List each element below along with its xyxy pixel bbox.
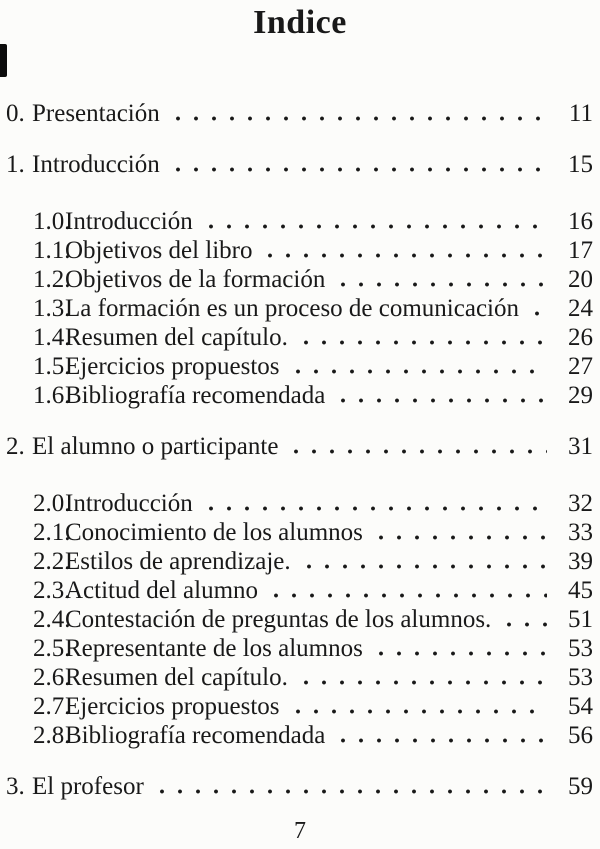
toc-subentry-number: 2.1. — [33, 519, 71, 546]
toc-subentry — [33, 692, 593, 721]
toc-subentry — [33, 236, 593, 265]
toc-subentry-page: 29 — [568, 382, 593, 409]
dot-leader — [297, 680, 547, 685]
toc-entry-title: Presentación — [32, 100, 160, 127]
dot-leader — [289, 369, 547, 374]
toc-subentry — [33, 721, 593, 750]
toc-subentry-page: 16 — [568, 208, 593, 235]
toc-subentry-page: 32 — [568, 490, 593, 517]
dot-leader — [300, 564, 547, 569]
toc-subentry-page: 27 — [568, 353, 593, 380]
toc-subentry-page: 20 — [568, 266, 593, 293]
toc-section — [6, 150, 593, 410]
toc-subentry-page: 45 — [568, 577, 593, 604]
dot-leader — [261, 253, 547, 258]
footer-page-number: 7 — [294, 818, 306, 844]
dot-leader — [372, 535, 547, 540]
toc-entry — [6, 99, 593, 128]
toc-subentry-page: 39 — [568, 548, 593, 575]
page-title: Indice — [253, 4, 347, 41]
toc-subentry-title: Contestación de preguntas de los alumnos. — [65, 606, 492, 633]
toc-subentry-number: 1.1. — [33, 237, 71, 264]
toc-subentry-title: Actitud del alumno — [65, 577, 259, 604]
toc-subentry-title: Objetivos de la formación — [65, 266, 326, 293]
toc-subentry-number: 2.2. — [33, 548, 71, 575]
toc-entry-page: 31 — [568, 433, 593, 460]
scan-artifact-mark — [0, 44, 7, 77]
toc-subentry-title: Ejercicios propuestos — [65, 693, 280, 720]
toc-entry-page: 11 — [568, 100, 593, 127]
toc-subentry-number: 2.7. — [33, 693, 71, 720]
toc-subentry-page: 26 — [568, 324, 593, 351]
toc-subentry-page: 33 — [568, 519, 593, 546]
toc-subentry-number: 2.0. — [33, 490, 71, 517]
toc-entry-number: 0. — [6, 100, 25, 127]
dot-leader — [289, 709, 547, 714]
toc-section — [6, 772, 593, 801]
toc-entry — [6, 150, 593, 179]
toc-entry-title: El profesor — [32, 773, 144, 800]
toc-entry-number: 1. — [6, 151, 25, 178]
dot-leader — [287, 449, 547, 454]
toc-subentry-number: 1.2. — [33, 266, 71, 293]
toc-entry — [6, 432, 593, 461]
toc-subentry-number: 1.0. — [33, 208, 71, 235]
toc-subentry-page: 17 — [568, 237, 593, 264]
dot-leader — [267, 593, 547, 598]
dot-leader — [297, 340, 547, 345]
dot-leader — [334, 738, 547, 743]
toc-subentry-title: Representante de los alumnos — [65, 635, 363, 662]
toc-subentry — [33, 663, 593, 692]
toc-subentry-page: 24 — [568, 295, 593, 322]
toc-subentry — [33, 576, 593, 605]
dot-leader — [153, 789, 547, 794]
dot-leader — [372, 651, 547, 656]
toc-section — [6, 432, 593, 750]
toc-subentry — [33, 489, 593, 518]
toc-entry-page: 15 — [568, 151, 593, 178]
toc-entry-title: Introducción — [32, 151, 160, 178]
toc-entry-page: 59 — [568, 773, 593, 800]
toc-entry-number: 2. — [6, 433, 25, 460]
toc — [6, 99, 593, 801]
toc-subentry-number: 2.5. — [33, 635, 71, 662]
dot-leader — [334, 398, 547, 403]
toc-subentry-title: Introducción — [65, 490, 193, 517]
toc-subentry-number: 1.3. — [33, 295, 71, 322]
toc-subentry-page: 53 — [568, 635, 593, 662]
toc-entry-title: El alumno o participante — [32, 433, 279, 460]
toc-subentry — [33, 381, 593, 410]
toc-subentry-number: 2.3. — [33, 577, 71, 604]
toc-subentry-title: Resumen del capítulo. — [65, 664, 288, 691]
toc-subentry — [33, 547, 593, 576]
toc-subentry — [33, 518, 593, 547]
toc-subentry-number: 2.6. — [33, 664, 71, 691]
toc-subentry-page: 54 — [568, 693, 593, 720]
toc-subentry-title: Introducción — [65, 208, 193, 235]
toc-entry — [6, 772, 593, 801]
dot-leader — [169, 116, 547, 121]
toc-subentry — [33, 605, 593, 634]
toc-subentry — [33, 352, 593, 381]
dot-leader — [169, 167, 547, 172]
toc-subentry-page: 51 — [568, 606, 593, 633]
toc-subentry-number: 1.4. — [33, 324, 71, 351]
dot-leader — [202, 506, 547, 511]
toc-subentry-number: 1.5. — [33, 353, 71, 380]
toc-subentry-page: 56 — [568, 722, 593, 749]
toc-subentry-title: Conocimiento de los alumnos — [65, 519, 363, 546]
toc-subentry-title: Bibliografía recomendada — [65, 382, 326, 409]
toc-subentry-title: Objetivos del libro — [65, 237, 253, 264]
toc-subentry-title: Bibliografía recomendada — [65, 722, 326, 749]
toc-subentry-title: Estilos de aprendizaje. — [65, 548, 291, 575]
toc-subentry — [33, 323, 593, 352]
toc-entry-number: 3. — [6, 773, 25, 800]
dot-leader — [202, 224, 547, 229]
toc-section-items — [6, 207, 593, 410]
toc-subentry-number: 2.4. — [33, 606, 71, 633]
toc-subentry — [33, 207, 593, 236]
toc-section-items — [6, 489, 593, 750]
dot-leader — [528, 311, 547, 316]
toc-section — [6, 99, 593, 128]
toc-subentry-number: 1.6. — [33, 382, 71, 409]
toc-subentry — [33, 634, 593, 663]
toc-subentry-page: 53 — [568, 664, 593, 691]
toc-subentry-title: La formación es un proceso de comunicación — [65, 295, 519, 322]
toc-subentry-number: 2.8. — [33, 722, 71, 749]
dot-leader — [334, 282, 547, 287]
toc-subentry — [33, 265, 593, 294]
toc-subentry — [33, 294, 593, 323]
toc-subentry-title: Resumen del capítulo. — [65, 324, 288, 351]
dot-leader — [500, 622, 547, 627]
toc-subentry-title: Ejercicios propuestos — [65, 353, 280, 380]
